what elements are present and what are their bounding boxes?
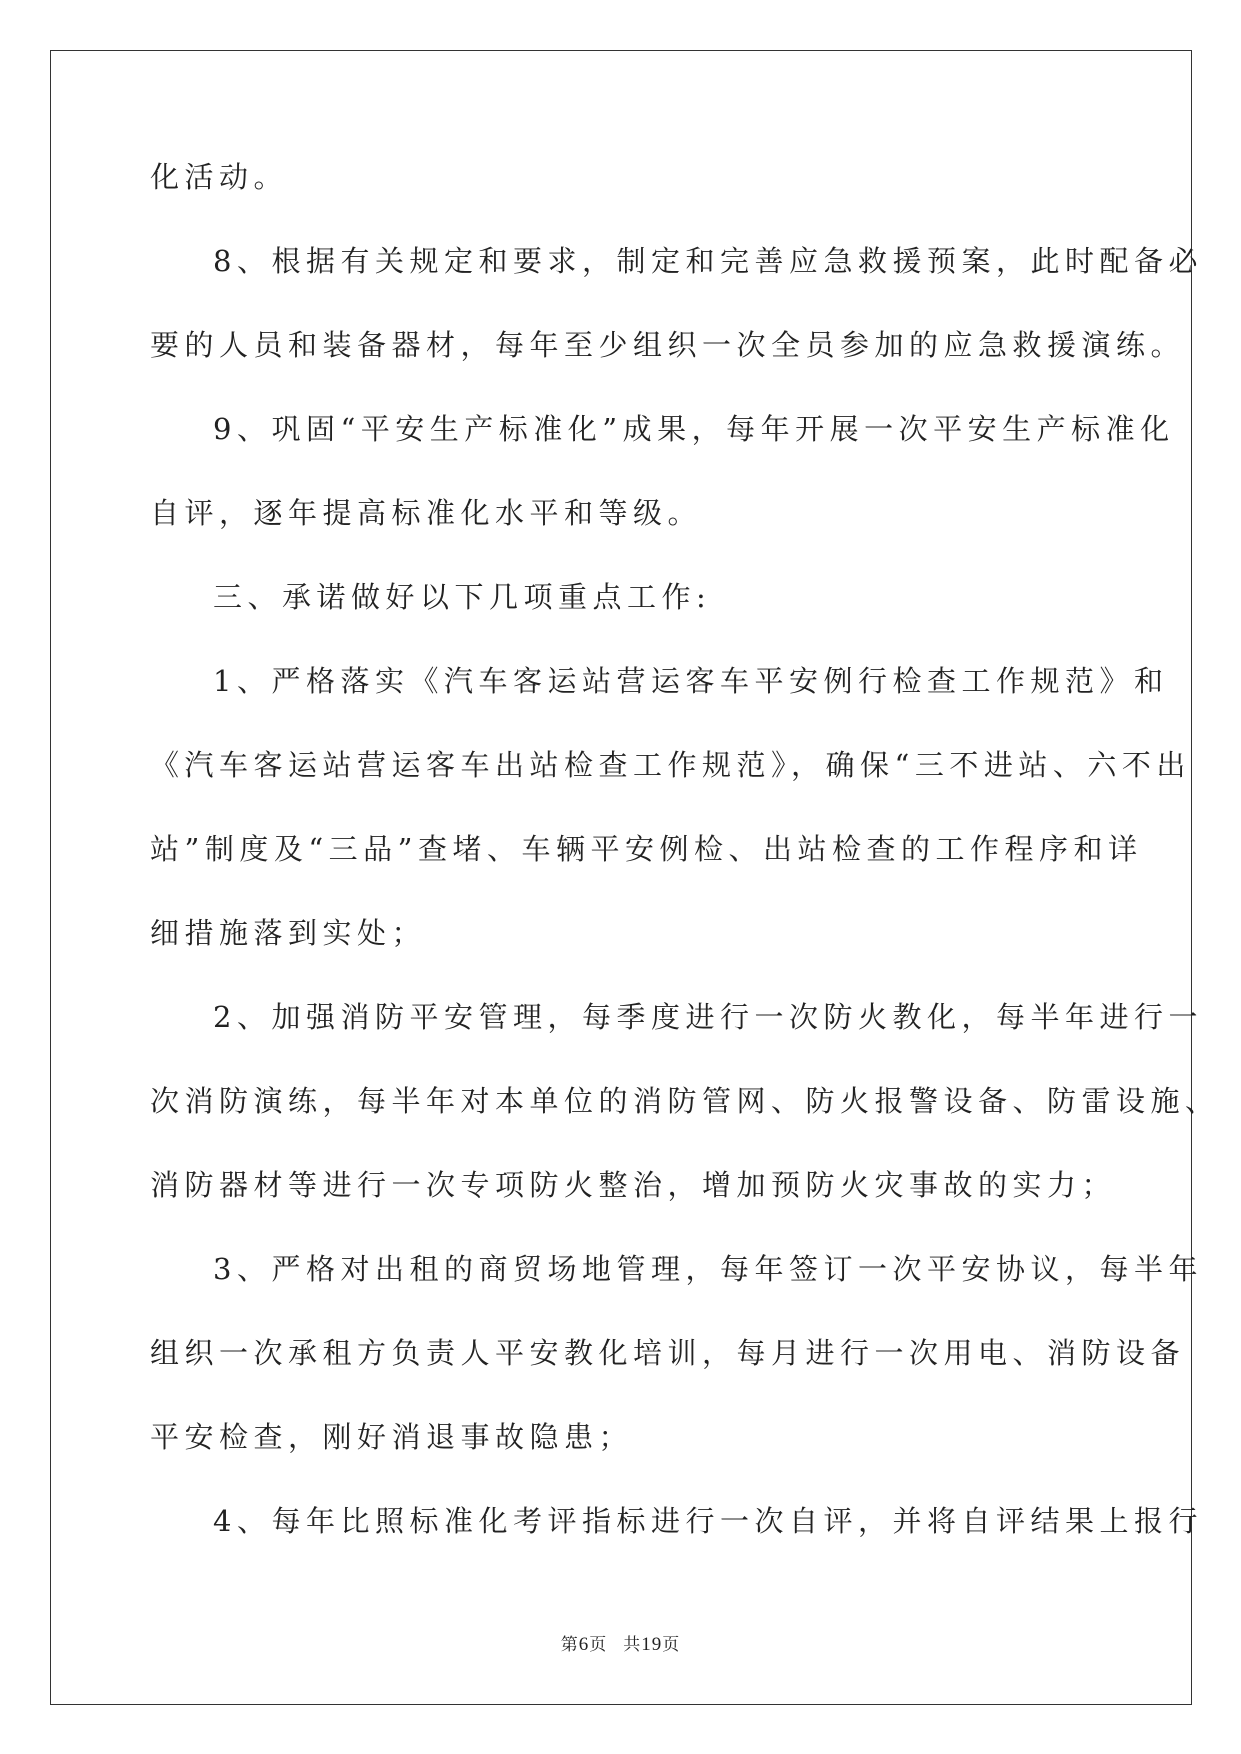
section-heading: 三、承诺做好以下几项重点工作: — [213, 580, 712, 614]
total-prefix: 共 — [623, 1635, 642, 1655]
page-prefix: 第 — [560, 1635, 579, 1655]
text-line: 3、严格对出租的商贸场地管理，每年签订一次平安协议，每半年 — [213, 1252, 1203, 1286]
text-line: 次消防演练，每半年对本单位的消防管网、防火报警设备、防雷设施、 — [150, 1084, 1220, 1118]
page-suffix: 页 — [589, 1635, 608, 1655]
text-line: 自评，逐年提高标准化水平和等级。 — [150, 496, 703, 530]
total-pages: 19 — [641, 1634, 663, 1655]
text-line: 站”制度及“三品”查堵、车辆平安例检、出站检查的工作程序和详 — [150, 832, 1143, 866]
page-number: 6 — [578, 1634, 590, 1655]
text-line: 8、根据有关规定和要求，制定和完善应急救援预案，此时配备必 — [213, 244, 1203, 278]
text-line: 组织一次承租方负责人平安教化培训，每月进行一次用电、消防设备 — [150, 1336, 1186, 1370]
text-line: 《汽车客运站营运客车出站检查工作规范》，确保“三不进站、六不出 — [150, 748, 1191, 782]
text-line: 4、每年比照标准化考评指标进行一次自评，并将自评结果上报行 — [213, 1504, 1203, 1538]
text-line: 9、巩固“平安生产标准化”成果，每年开展一次平安生产标准化 — [213, 412, 1175, 446]
text-line: 细措施落到实处； — [150, 916, 427, 950]
text-line: 化活动。 — [150, 160, 289, 194]
text-line: 1、严格落实《汽车客运站营运客车平安例行检查工作规范》和 — [213, 664, 1169, 698]
total-suffix: 页 — [662, 1635, 681, 1655]
page-footer — [0, 1630, 1241, 1656]
text-line: 要的人员和装备器材，每年至少组织一次全员参加的应急救援演练。 — [150, 328, 1186, 362]
text-line: 2、加强消防平安管理，每季度进行一次防火教化，每半年进行一 — [213, 1000, 1203, 1034]
text-line: 消防器材等进行一次专项防火整治，增加预防火灾事故的实力； — [150, 1168, 1117, 1202]
text-line: 平安检查，刚好消退事故隐患； — [150, 1420, 634, 1454]
document-body — [150, 160, 1220, 1588]
